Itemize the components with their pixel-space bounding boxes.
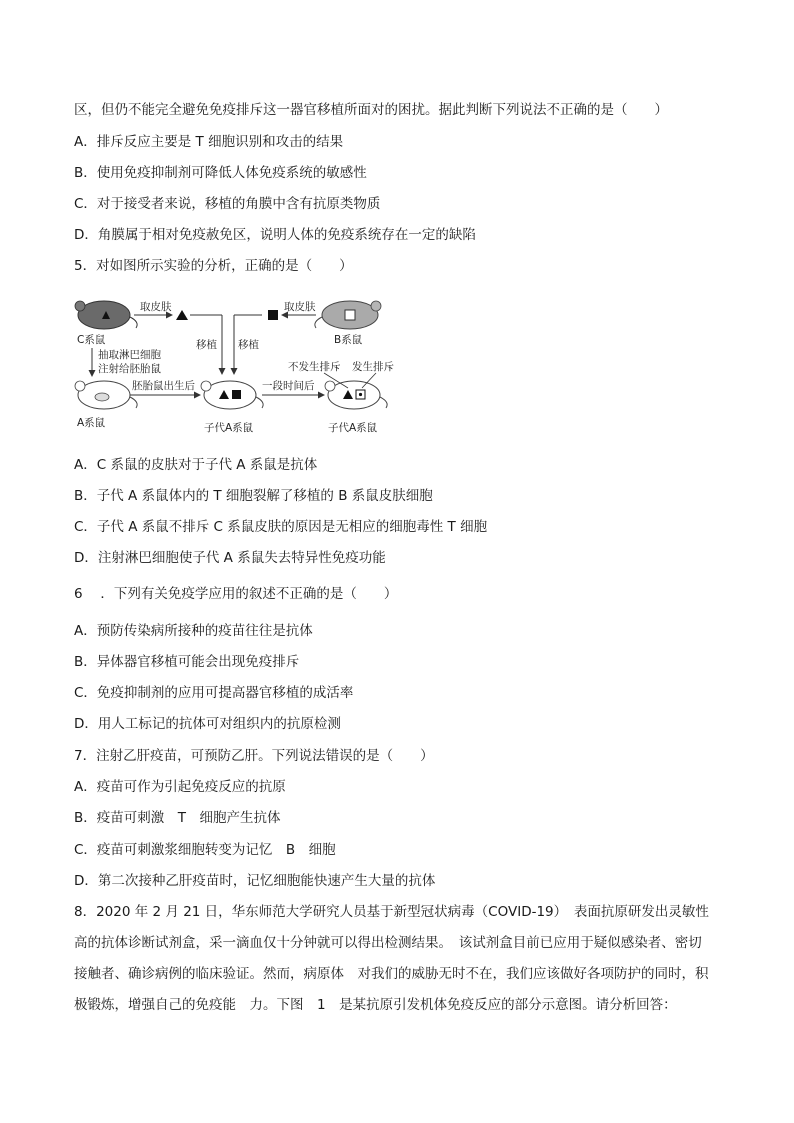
c-mouse-label: C系鼠 xyxy=(77,334,106,346)
no-reject-label: 不发生排斥 xyxy=(288,361,341,373)
triangle-skin-icon xyxy=(176,310,188,320)
offspring-mouse-1-figure xyxy=(201,381,263,409)
experiment-diagram xyxy=(62,288,412,440)
question-4-option-c: C．对于接受者来说，移植的角膜中含有抗原类物质 xyxy=(74,196,381,212)
question-7-option-d: D．第二次接种乙肝疫苗时，记忆细胞能快速产生大量的抗体 xyxy=(74,873,436,889)
offspring-label-2: 子代A系鼠 xyxy=(328,422,378,434)
question-6-option-d: D．用人工标记的抗体可对组织内的抗原检测 xyxy=(74,716,341,732)
question-5-option-d: D．注射淋巴细胞使子代 A 系鼠失去特异性免疫功能 xyxy=(74,550,386,566)
after-birth-label: 胚胎鼠出生后 xyxy=(132,380,195,392)
question-8-line-4: 极锻炼，增强自己的免疫能 力。下图 1 是某抗原引发机体免疫反应的部分示意图。请分析回答： xyxy=(74,997,677,1013)
after-time-label: 一段时间后 xyxy=(262,380,315,392)
question-4-option-b: B．使用免疫抑制剂可降低人体免疫系统的敏感性 xyxy=(74,165,367,181)
transplant-label-1: 移植 xyxy=(196,339,217,351)
take-skin-right-label: 取皮肤 xyxy=(284,301,316,313)
question-8-line-3: 接触者、确诊病例的临床验证。然而，病原体 对我们的威胁无时不在，我们应该做好各项防护的同时，积 xyxy=(74,966,709,982)
question-6-option-a: A．预防传染病所接种的疫苗往往是抗体 xyxy=(74,623,313,639)
b-mouse-figure xyxy=(315,301,381,329)
question-5-option-b: B．子代 A 系鼠体内的 T 细胞裂解了移植的 B 系鼠皮肤细胞 xyxy=(74,488,433,504)
question-7-option-c: C．疫苗可刺激浆细胞转变为记忆 B 细胞 xyxy=(74,842,336,858)
question-7-stem: 7．注射乙肝疫苗，可预防乙肝。下列说法错误的是（ ） xyxy=(74,748,434,764)
question-6-stem: 6 ．下列有关免疫学应用的叙述不正确的是（ ） xyxy=(74,586,398,602)
a-mouse-label: A系鼠 xyxy=(77,417,106,429)
question-5-option-a: A．C 系鼠的皮肤对于子代 A 系鼠是抗体 xyxy=(74,457,318,473)
question-8-line-1: 8．2020 年 2 月 21 日，华东师范大学研究人员基于新型冠状病毒（COVID-19） 表面抗原研发出灵敏性 xyxy=(74,904,709,920)
inject-embryo-label: 注射给胚胎鼠 xyxy=(98,363,161,375)
reject-label: 发生排斥 xyxy=(352,361,394,373)
square-skin-icon xyxy=(268,310,278,320)
offspring-label-1: 子代A系鼠 xyxy=(204,422,254,434)
question-5-option-c: C．子代 A 系鼠不排斥 C 系鼠皮肤的原因是无相应的细胞毒性 T 细胞 xyxy=(74,519,488,535)
offspring-mouse-2-figure xyxy=(325,381,387,409)
question-8-line-2: 高的抗体诊断试剂盒，采一滴血仅十分钟就可以得出检测结果。 该试剂盒目前已应用于疑似感染者、密切 xyxy=(74,935,702,951)
transplant-label-2: 移植 xyxy=(238,339,259,351)
question-4-stem-end: 区，但仍不能完全避免免疫排斥这一器官移植所面对的困扰。据此判断下列说法不正确的是（ ） xyxy=(74,102,668,118)
extract-lymph-label: 抽取淋巴细胞 xyxy=(98,349,161,361)
question-4-option-d: D．角膜属于相对免疫赦免区，说明人体的免疫系统存在一定的缺陷 xyxy=(74,227,476,243)
question-7-option-b: B．疫苗可刺激 T 细胞产生抗体 xyxy=(74,810,281,826)
question-4-option-a: A．排斥反应主要是 T 细胞识别和攻击的结果 xyxy=(74,134,344,150)
question-7-option-a: A．疫苗可作为引起免疫反应的抗原 xyxy=(74,779,286,795)
question-5-stem: 5．对如图所示实验的分析，正确的是（ ） xyxy=(74,258,353,274)
take-skin-left-label: 取皮肤 xyxy=(140,301,172,313)
question-6-option-b: B．异体器官移植可能会出现免疫排斥 xyxy=(74,654,300,670)
a-mouse-figure xyxy=(75,381,137,409)
b-mouse-label: B系鼠 xyxy=(334,334,363,346)
question-6-option-c: C．免疫抑制剂的应用可提高器官移植的成活率 xyxy=(74,685,354,701)
c-mouse-figure xyxy=(75,301,137,329)
